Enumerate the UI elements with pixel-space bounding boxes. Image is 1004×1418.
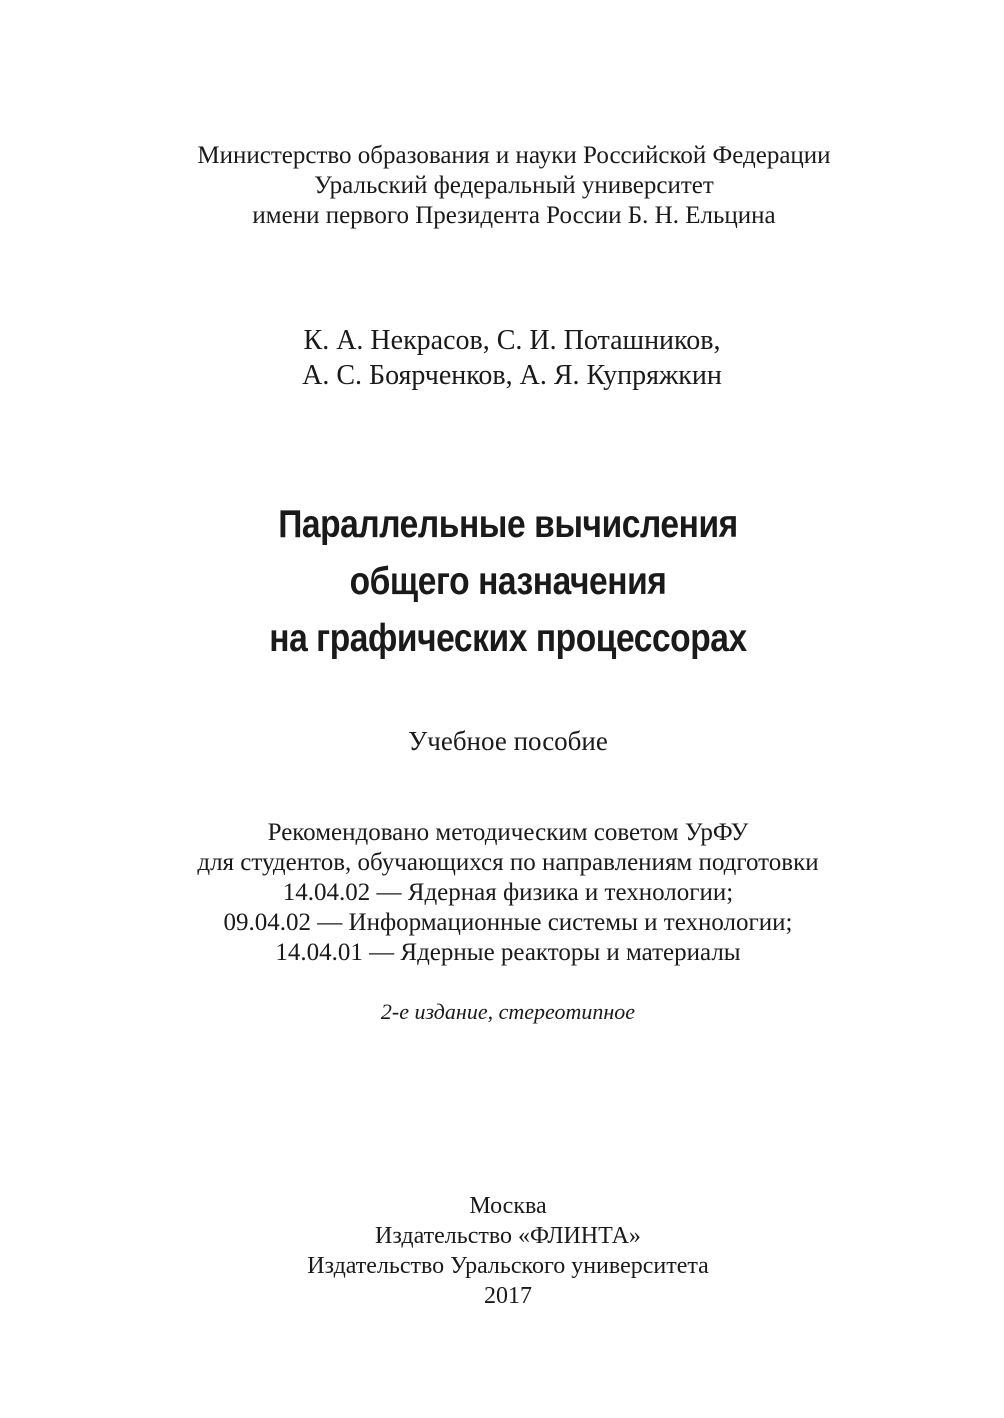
- imprint-publisher: Издательство «ФЛИНТА»: [375, 1223, 641, 1249]
- institution-block: [12, 141, 1004, 231]
- program-line: 14.04.01 — Ядерные реакторы и материалы: [275, 939, 741, 966]
- ministry-line: Министерство образования и науки Российской Федерации: [197, 142, 831, 169]
- book-subtitle: Учебное пособие: [408, 726, 608, 756]
- recommendation-line: Рекомендовано методическим советом УрФУ: [267, 819, 749, 846]
- imprint-year: 2017: [484, 1283, 532, 1309]
- book-title-line: на графических процессорах: [269, 617, 747, 660]
- imprint-publisher: Издательство Уральского университета: [307, 1253, 709, 1279]
- university-namesake-line: имени первого Президента России Б. Н. Ельцина: [252, 202, 776, 229]
- program-line: 09.04.02 — Информационные системы и технологии;: [223, 909, 793, 936]
- book-title: [76, 496, 939, 667]
- edition-note: 2-е издание, стереотипное: [380, 999, 636, 1024]
- book-title-line: Параллельные вычисления: [278, 503, 738, 546]
- imprint-block: [6, 1191, 1004, 1311]
- authors-line: К. А. Некрасов, С. И. Поташников,: [303, 325, 721, 356]
- book-title-line: общего назначения: [349, 560, 667, 603]
- university-line: Уральский федеральный университет: [314, 172, 714, 199]
- authors-line: А. С. Боярченков, А. Я. Купряжкин: [302, 360, 722, 391]
- authors-block: [10, 323, 1004, 393]
- imprint-city: Москва: [469, 1193, 547, 1219]
- recommendation-line: для студентов, обучающихся по направлениям подготовки: [197, 849, 819, 876]
- program-line: 14.04.02 — Ядерная физика и технологии;: [282, 879, 734, 906]
- recommendation-block: [6, 818, 1004, 968]
